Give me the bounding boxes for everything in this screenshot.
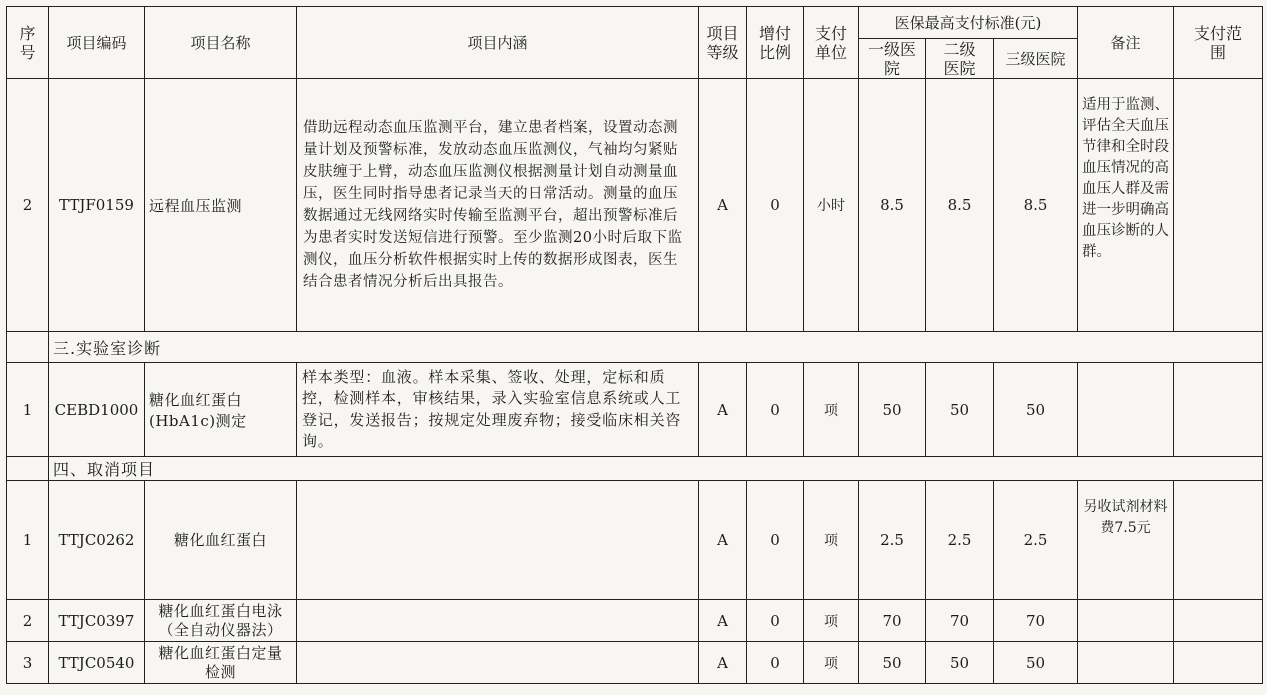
cell-level: A [699, 481, 747, 600]
header-scope: 支付范 围 [1174, 7, 1263, 79]
header-row-1 [7, 7, 1263, 39]
cell-ratio: 0 [747, 481, 804, 600]
cell-remark [1078, 363, 1174, 457]
table-row [7, 363, 1263, 457]
cell-price-hosp1: 50 [859, 363, 926, 457]
cell-price-hosp1: 8.5 [859, 79, 926, 332]
header-seq: 序 号 [7, 7, 49, 79]
header-max-pay: 医保最高支付标准(元) [859, 7, 1078, 39]
cell-code: TTJC0262 [49, 481, 145, 600]
cell-seq: 2 [7, 600, 49, 642]
header-ratio: 增付 比例 [747, 7, 804, 79]
cell-name: 糖化血红蛋白 (HbA1c)测定 [145, 363, 297, 457]
cell-scope [1174, 363, 1263, 457]
cell-price-hosp3: 70 [994, 600, 1078, 642]
cell-scope [1174, 79, 1263, 332]
header-remark: 备注 [1078, 7, 1174, 79]
table-row [7, 600, 1263, 642]
header-hosp2: 二级 医院 [926, 39, 994, 79]
cell-remark: 适用于监测、评估全天血压节律和全时段血压情况的高血压人群及需进一步明确高血压诊断的人群。 [1078, 79, 1174, 332]
cell-name: 远程血压监测 [145, 79, 297, 332]
cell-content: 借助远程动态血压监测平台，建立患者档案，设置动态测量计划及预警标准，发放动态血压监测仪，气袖均匀紧贴皮肤缠于上臂，动态血压监测仪根据测量计划自动测量血压，医生同时指导患者记录当天的日常活动。测量的血压数据通过无线网络实时传输至监测平台，超出预警标准后为患者实时发送短信进行预警。至少监测20小时后取下监测仪，血压分析软件根据实时上传的数据形成图表，医生结合患者情况分析后出具报告。 [297, 79, 699, 332]
cell-scope [1174, 600, 1263, 642]
header-name: 项目名称 [145, 7, 297, 79]
cell-name: 糖化血红蛋白电泳 （全自动仪器法） [145, 600, 297, 642]
cell-price-hosp1: 50 [859, 642, 926, 684]
cell-ratio: 0 [747, 79, 804, 332]
cell-level: A [699, 600, 747, 642]
cell-remark [1078, 642, 1174, 684]
cell-seq: 2 [7, 79, 49, 332]
cell-price-hosp2: 8.5 [926, 79, 994, 332]
cell-price-hosp2: 70 [926, 600, 994, 642]
section-blank [7, 332, 49, 363]
cell-unit: 项 [804, 600, 859, 642]
cell-unit: 项 [804, 642, 859, 684]
cell-remark [1078, 600, 1174, 642]
cell-seq: 1 [7, 363, 49, 457]
table-row [7, 481, 1263, 600]
cell-code: TTJF0159 [49, 79, 145, 332]
cell-code: TTJC0397 [49, 600, 145, 642]
header-code: 项目编码 [49, 7, 145, 79]
cell-code: CEBD1000 [49, 363, 145, 457]
cell-price-hosp2: 2.5 [926, 481, 994, 600]
fee-standard-table [6, 6, 1263, 684]
cell-content [297, 481, 699, 600]
table-row [7, 642, 1263, 684]
cell-name: 糖化血红蛋白 [145, 481, 297, 600]
cell-price-hosp2: 50 [926, 642, 994, 684]
section-cancelled-items: 四、取消项目 [49, 457, 1263, 481]
cell-code: TTJC0540 [49, 642, 145, 684]
section-blank [7, 457, 49, 481]
cell-level: A [699, 642, 747, 684]
cell-seq: 1 [7, 481, 49, 600]
cell-remark: 另收试剂材料费7.5元 [1078, 481, 1174, 600]
header-hosp1: 一级医 院 [859, 39, 926, 79]
cell-ratio: 0 [747, 363, 804, 457]
cell-scope [1174, 481, 1263, 600]
cell-content [297, 600, 699, 642]
cell-price-hosp3: 2.5 [994, 481, 1078, 600]
cell-price-hosp3: 50 [994, 363, 1078, 457]
header-hosp3: 三级医院 [994, 39, 1078, 79]
cell-price-hosp2: 50 [926, 363, 994, 457]
section-row [7, 332, 1263, 363]
cell-content: 样本类型：血液。样本采集、签收、处理，定标和质控，检测样本，审核结果，录入实验室信息系统或人工登记，发送报告；按规定处理废弃物；接受临床相关咨询。 [297, 363, 699, 457]
cell-content [297, 642, 699, 684]
section-lab-diagnosis: 三.实验室诊断 [49, 332, 1263, 363]
cell-unit: 项 [804, 481, 859, 600]
cell-price-hosp3: 8.5 [994, 79, 1078, 332]
cell-ratio: 0 [747, 600, 804, 642]
cell-scope [1174, 642, 1263, 684]
cell-unit: 项 [804, 363, 859, 457]
cell-seq: 3 [7, 642, 49, 684]
header-content: 项目内涵 [297, 7, 699, 79]
cell-price-hosp1: 70 [859, 600, 926, 642]
cell-level: A [699, 79, 747, 332]
cell-level: A [699, 363, 747, 457]
header-unit: 支付 单位 [804, 7, 859, 79]
cell-name: 糖化血红蛋白定量 检测 [145, 642, 297, 684]
table-row [7, 79, 1263, 332]
cell-price-hosp1: 2.5 [859, 481, 926, 600]
cell-unit: 小时 [804, 79, 859, 332]
cell-price-hosp3: 50 [994, 642, 1078, 684]
header-level: 项目 等级 [699, 7, 747, 79]
section-row [7, 457, 1263, 481]
cell-ratio: 0 [747, 642, 804, 684]
